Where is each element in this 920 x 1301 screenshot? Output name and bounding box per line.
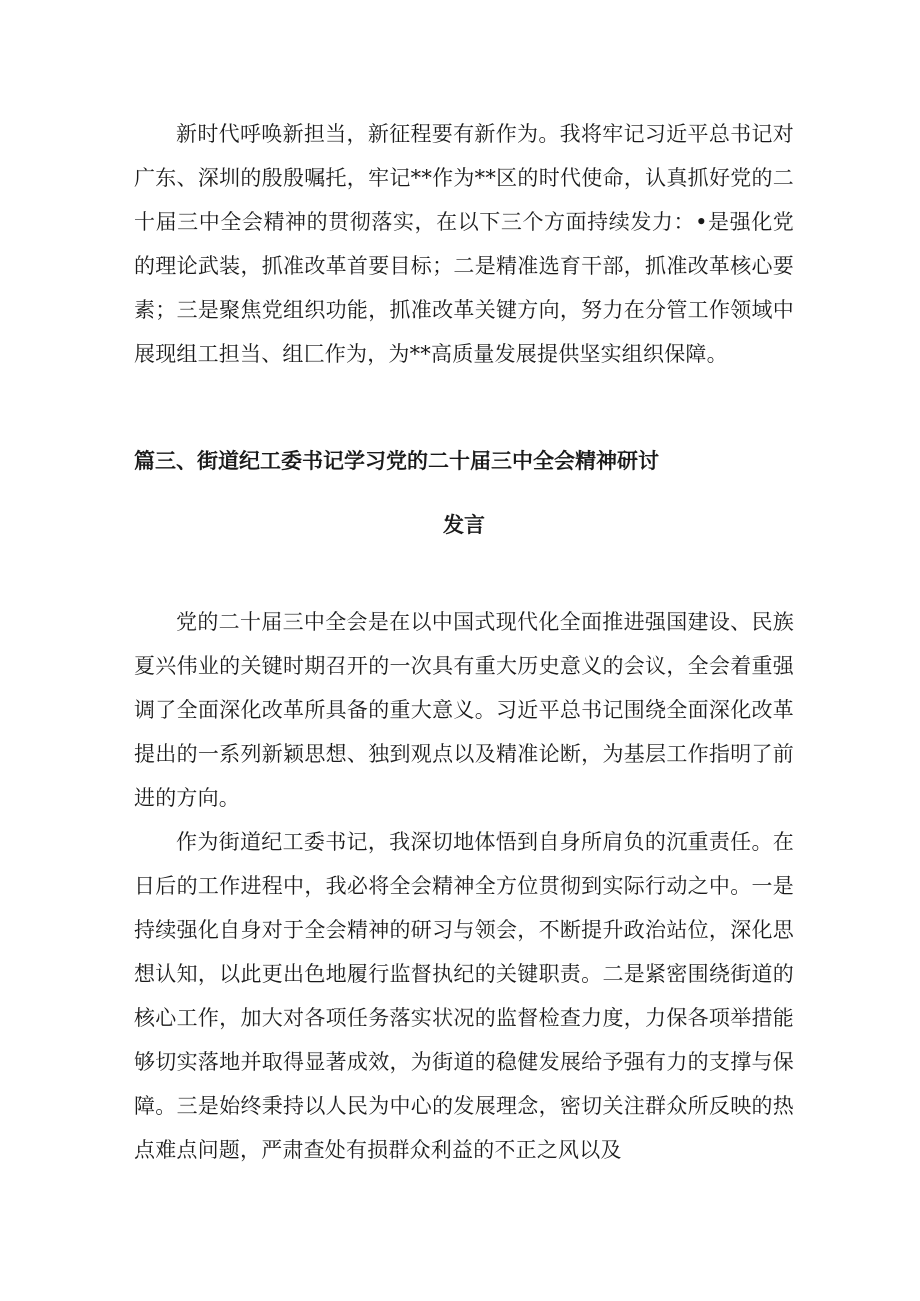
paragraph-2: 党的二十届三中全会是在以中国式现代化全面推进强国建设、民族夏兴伟业的关键时期召开的一次具有重大历史意义的会议，全会着重强调了全面深化改革所具备的重大意义。习近平总书记围绕全面深化改革提出的一系列新颖思想、独到观点以及精准论断，为基层工作指明了前进的方向。 [134,610,794,810]
paragraph-1: 新时代呼唤新担当，新征程要有新作为。我将牢记习近平总书记对广东、深圳的殷殷嘱托，牢记**作为**区的时代使命，认真抓好党的二十届三中全会精神的贯彻落实，在以下三个方面持续发力：•是强化党的理论武装，抓准改革首要目标；二是精准选育干部，抓准改革核心要素；三是聚焦党组织功能，抓准改革关键方向，努力在分管工作领域中展现组工担当、组匚作为，为**高质量发展提供坚实组织保障。 [134,122,794,366]
document-body [134,112,794,1172]
section-spacer [134,540,794,600]
section-heading-line1: 篇三、街道纪工委书记学习党的二十届三中全会精神研讨 [134,449,659,473]
section-heading-line2: 发言 [443,513,485,537]
paragraph-3: 作为街道纪工委书记，我深切地体悟到自身所肩负的沉重责任。在日后的工作进程中，我必将全会精神全方位贯彻到实际行动之中。一是持续强化自身对于全会精神的研习与领会，不断提升政治站位，深化思想认知，以此更出色地履行监督执纪的关键职责。二是紧密围绕街道的核心工作，加大对各项任务落实状况的监督检查力度，力保各项举措能够切实落地并取得显著成效，为街道的稳健发展给予强有力的支撑与保障。三是始终秉持以人民为中心的发展理念，密切关注群众所反映的热点难点问题，严肃查处有损群众利益的不正之风以及 [134,830,794,1162]
